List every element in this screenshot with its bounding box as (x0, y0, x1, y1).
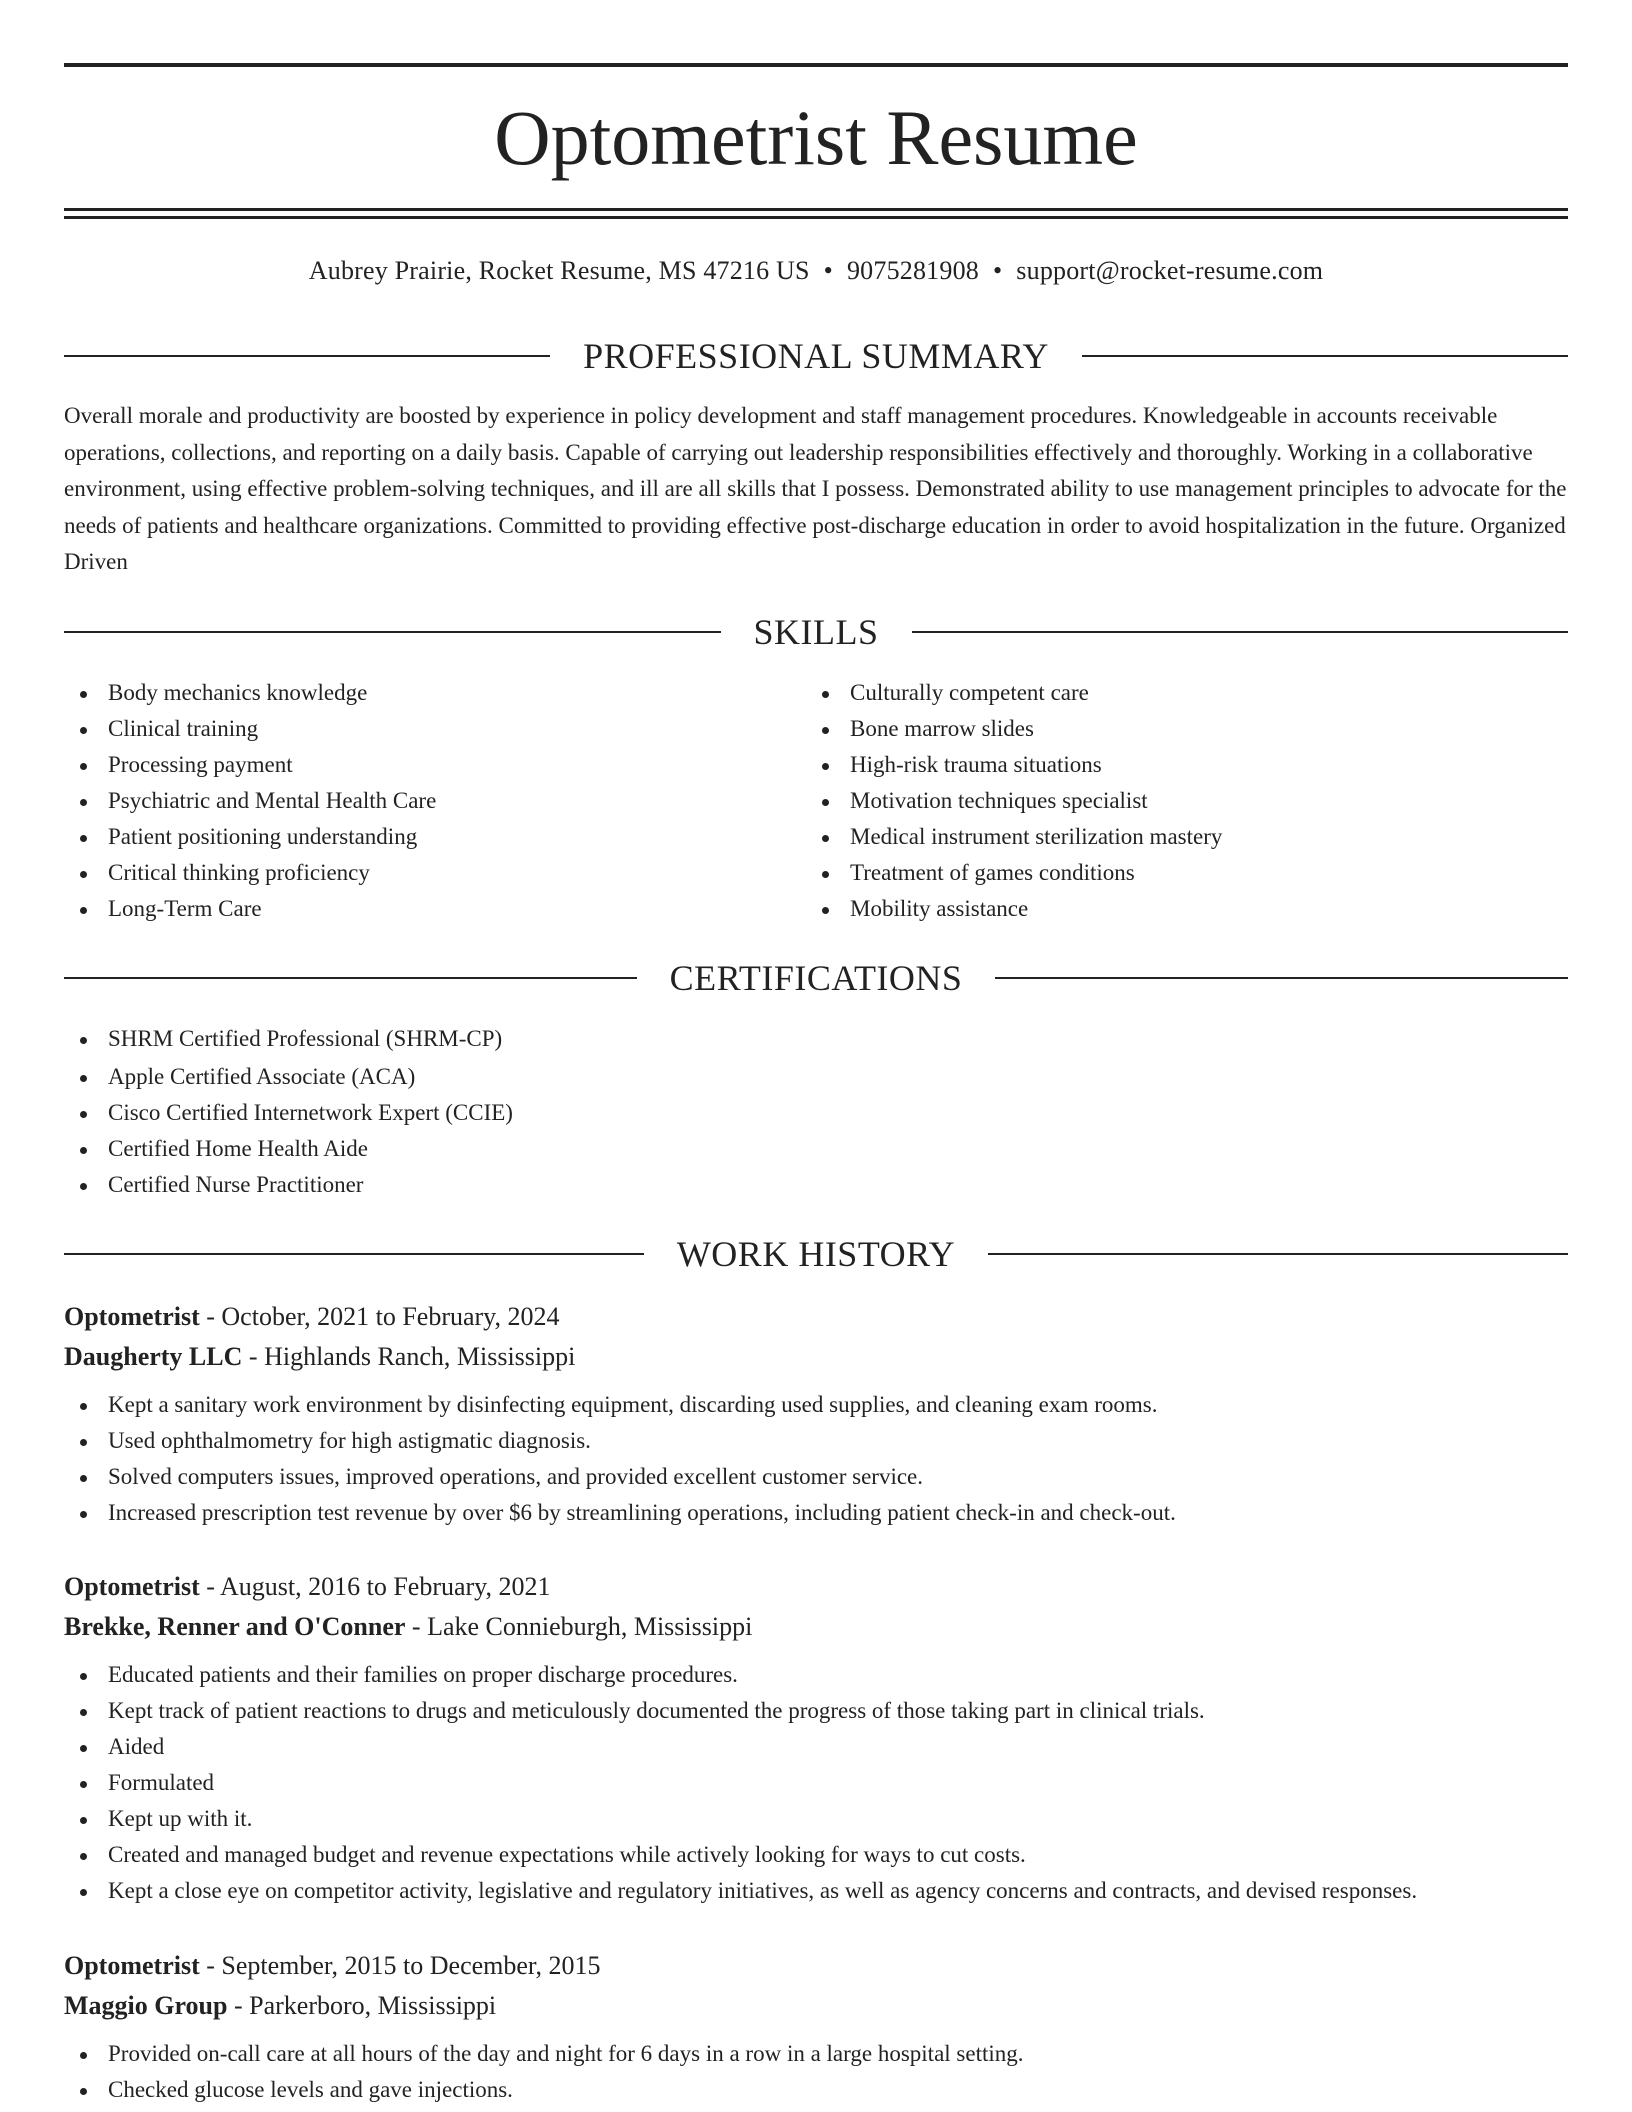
section-heading-skills (64, 610, 1568, 654)
job-company: Brekke, Renner and O'Conner (64, 1612, 406, 1641)
job-company: Daugherty LLC (64, 1342, 243, 1371)
section-title: CERTIFICATIONS (669, 958, 963, 998)
job-title: Optometrist (64, 1302, 200, 1331)
section-rule-left (64, 1253, 644, 1255)
skill-item: Body mechanics knowledge (64, 675, 804, 711)
job-entry (64, 1567, 1568, 1909)
job-bullet: Formulated (64, 1765, 1568, 1801)
job-bullets (64, 2036, 1568, 2108)
skill-item: Treatment of games conditions (806, 855, 1546, 891)
section-title: WORK HISTORY (676, 1234, 956, 1274)
skill-item: Patient positioning understanding (64, 819, 804, 855)
title-double-rule-upper (64, 208, 1568, 211)
job-dates: - September, 2015 to December, 2015 (199, 1951, 601, 1980)
job-bullet: Solved computers issues, improved operations, and provided excellent customer service. (64, 1459, 1568, 1495)
job-bullet: Created and managed budget and revenue expectations while actively looking for ways to cut costs. (64, 1837, 1568, 1873)
job-bullet: Increased prescription test revenue by over $6 by streamlining operations, including patient check-in and check-out. (64, 1495, 1568, 1531)
job-location: - Lake Connieburgh, Mississippi (405, 1612, 753, 1641)
skill-item: Culturally competent care (806, 675, 1546, 711)
job-title: Optometrist (64, 1951, 200, 1980)
section-rule-left (64, 631, 721, 633)
certification-item: Apple Certified Associate (ACA) (64, 1059, 1568, 1095)
job-company-line (64, 1337, 1568, 1377)
job-bullet: Kept up with it. (64, 1801, 1568, 1837)
skill-item: Motivation techniques specialist (806, 783, 1546, 819)
section-title: PROFESSIONAL SUMMARY (583, 336, 1049, 376)
job-bullet: Checked glucose levels and gave injections. (64, 2072, 1568, 2108)
job-title-line (64, 1297, 1568, 1337)
job-location: - Parkerboro, Mississippi (227, 1991, 497, 2020)
job-entry (64, 1946, 1568, 2108)
summary-text: Overall morale and productivity are boosted by experience in policy development and staff management procedures. Knowledgeable in accounts receivable operations, collections, and reporting on a daily basis. Capable of carrying out leadership responsibilities effectively and thoroughly. Working in a collaborative environment, using effective problem-solving techniques, and ill are all skills that I possess. Demonstrated ability to use management principles to advocate for the needs of patients and healthcare organizations. Committed to providing effective post-discharge education in order to avoid hospitalization in the future. Organized Driven (64, 403, 1567, 574)
job-title-line (64, 1946, 1568, 1986)
skill-item: High-risk trauma situations (806, 747, 1546, 783)
job-dates: - October, 2021 to February, 2024 (199, 1302, 560, 1331)
job-bullet: Kept a sanitary work environment by disinfecting equipment, discarding used supplies, and cleaning exam rooms. (64, 1387, 1568, 1423)
job-location: - Highlands Ranch, Mississippi (242, 1342, 576, 1371)
section-rule-right (995, 977, 1568, 979)
contact-phone: 9075281908 (846, 256, 979, 285)
job-company-line (64, 1986, 1568, 2026)
section-rule-right (1082, 355, 1568, 357)
job-bullet: Educated patients and their families on proper discharge procedures. (64, 1657, 1568, 1693)
job-bullet: Kept track of patient reactions to drugs and meticulously documented the progress of those taking part in clinical trials. (64, 1693, 1568, 1729)
job-title-line (64, 1567, 1568, 1607)
contact-separator: • (992, 256, 1003, 285)
skills-list-right (806, 675, 1546, 927)
job-bullet: Kept a close eye on competitor activity, legislative and regulatory initiatives, as well as agency concerns and contracts, and devised responses. (64, 1873, 1568, 1909)
top-rule (64, 63, 1568, 67)
section-heading-work-history (64, 1232, 1568, 1276)
section-rule-left (64, 355, 550, 357)
skill-item: Bone marrow slides (806, 711, 1546, 747)
contact-email: support@rocket-resume.com (1016, 256, 1324, 285)
job-company-line (64, 1607, 1568, 1647)
job-entry (64, 1297, 1568, 1531)
contact-separator: • (823, 256, 833, 285)
page-title: Optometrist Resume (494, 94, 1138, 181)
job-bullets (64, 1657, 1568, 1909)
job-bullets (64, 1387, 1568, 1531)
section-title: SKILLS (753, 612, 879, 652)
skill-item: Psychiatric and Mental Health Care (64, 783, 804, 819)
certification-item: Certified Home Health Aide (64, 1131, 1568, 1167)
certification-item: Certified Nurse Practitioner (64, 1167, 1568, 1203)
certification-item: Cisco Certified Internetwork Expert (CCIE) (64, 1095, 1568, 1131)
contact-address: Aubrey Prairie, Rocket Resume, MS 47216 US (308, 256, 810, 285)
section-heading-certifications (64, 956, 1568, 1000)
certifications-list (64, 1021, 1568, 1203)
job-dates: - August, 2016 to February, 2021 (199, 1572, 551, 1601)
skill-item: Clinical training (64, 711, 804, 747)
skill-item: Critical thinking proficiency (64, 855, 804, 891)
job-company: Maggio Group (64, 1991, 228, 2020)
section-rule-right (988, 1253, 1568, 1255)
skill-item: Mobility assistance (806, 891, 1546, 927)
job-bullet: Used ophthalmometry for high astigmatic diagnosis. (64, 1423, 1568, 1459)
job-bullet: Aided (64, 1729, 1568, 1765)
job-bullet: Provided on-call care at all hours of the day and night for 6 days in a row in a large hospital setting. (64, 2036, 1568, 2072)
section-rule-left (64, 977, 637, 979)
job-title: Optometrist (64, 1572, 200, 1601)
skills-list-left (64, 675, 804, 927)
skill-item: Long-Term Care (64, 891, 804, 927)
section-heading-summary (64, 334, 1568, 378)
section-rule-right (912, 631, 1569, 633)
skill-item: Processing payment (64, 747, 804, 783)
certification-item: SHRM Certified Professional (SHRM-CP) (64, 1021, 1568, 1057)
title-double-rule-lower (64, 216, 1568, 219)
contact-line (64, 254, 1568, 288)
skill-item: Medical instrument sterilization mastery (806, 819, 1546, 855)
